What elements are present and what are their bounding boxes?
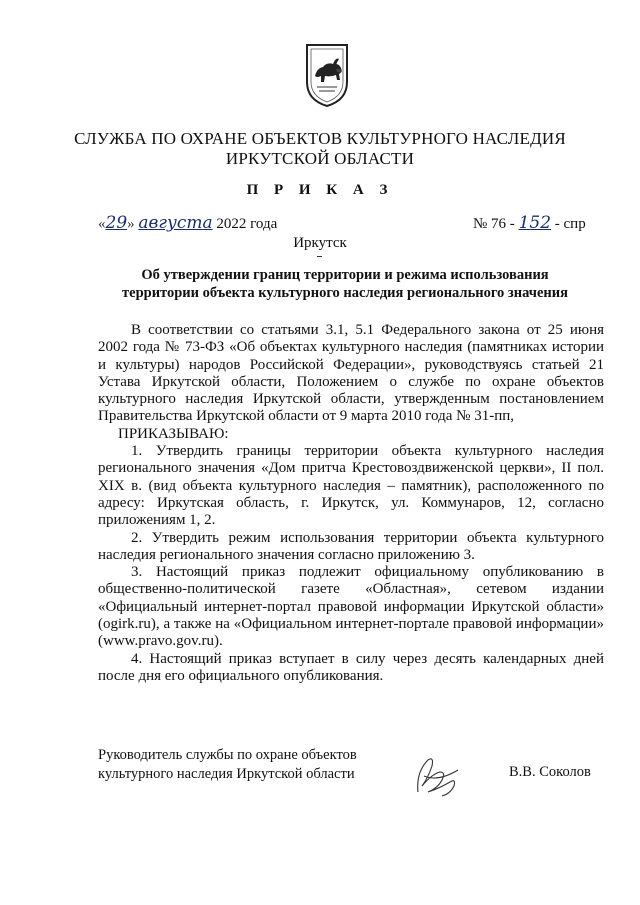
document-type: П Р И К А З [246,182,394,198]
date-close-quote: » [127,216,135,232]
document-date [98,213,277,233]
order-item-3: 3. Настоящий приказ подлежит официальному опубликованию в общественно-политической газете «Областная», сетевом издании «Официальный интернет-портал правовой информации Иркутской области» (ogirk.ru), а также на «Официальном интернет-портале правовой информации» (www.pravo.gov.ru). [98,564,604,650]
order-item-1: 1. Утвердить границы территории объекта культурного наследия регионального значения «Дом притча Крестовоздвиженской церкви», II пол. XIX в. (вид объекта культурного наследия – памятник), расположенного по адресу: Иркутская область, г. Иркутск, ул. Коммунаров, 12, согласно приложениям 1, 2. [98,443,604,529]
order-item-4: 4. Настоящий приказ вступает в силу через десять календарных дней после дня его официального опубликования. [98,650,604,684]
separator-mark [317,256,322,257]
number-prefix: № 76 - [473,216,515,232]
city: Иркутск [293,235,347,251]
coat-of-arms-icon [303,42,351,108]
date-open-quote: « [98,216,106,232]
signatory-position-line1: Руководитель службы по охране объектов [98,747,357,763]
date-month: августа [138,213,213,233]
date-year: 2022 года [216,216,278,232]
document-number [473,213,586,233]
number-value: 152 [518,213,552,233]
document-title-line1: Об утверждении границ территории и режима использования [141,267,549,283]
signatory-name: В.В. Соколов [509,764,591,780]
signatory-position [98,746,357,784]
preamble-paragraph: В соответствии со статьями 3.1, 5.1 Федерального закона от 25 июня 2002 года № 73-ФЗ «Об объектах культурного наследия (памятниках истории и культуры) народов Российской Федерации», руководствуясь статьей 21 Устава Иркутской области, Положением о службе по охране объектов культурного наследия Иркутской области, утвержденным постановлением Правительства Иркутской области от 9 марта 2010 года № 31-пп, [98,322,604,425]
handwritten-signature [398,752,478,800]
signatory-position-line2: культурного наследия Иркутской области [98,766,355,782]
number-suffix: - спр [554,216,586,232]
order-word: ПРИКАЗЫВАЮ: [118,425,229,442]
agency-name-line2: ИРКУТСКОЙ ОБЛАСТИ [225,149,415,168]
document-body [98,322,604,685]
order-item-2: 2. Утвердить режим использования территории объекта культурного наследия регионального значения согласно приложению 3. [98,529,604,563]
agency-name-line1: СЛУЖБА ПО ОХРАНЕ ОБЪЕКТОВ КУЛЬТУРНОГО НАСЛЕДИЯ [74,129,566,148]
date-day: 29 [105,213,128,233]
document-title-line2: территории объекта культурного наследия регионального значения [122,285,568,301]
